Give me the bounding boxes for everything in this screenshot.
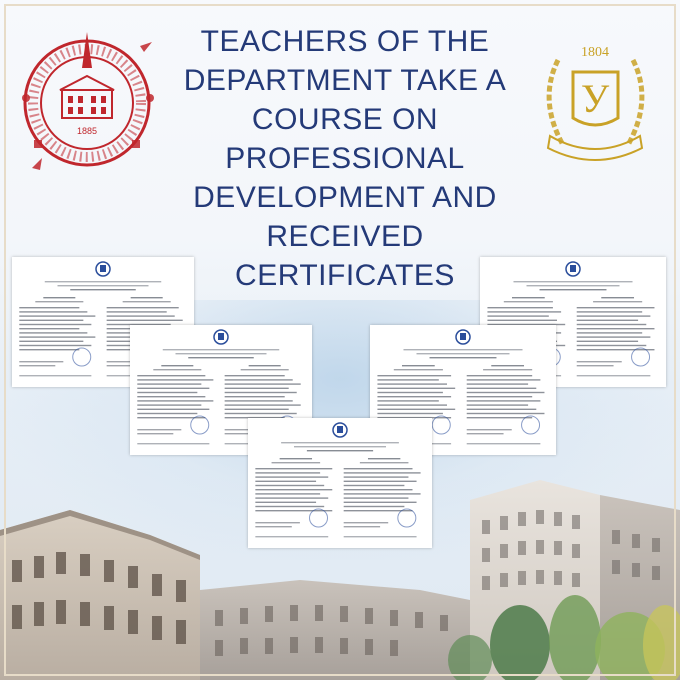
svg-text:1804: 1804	[581, 45, 609, 60]
title-line: DEVELOPMENT AND	[193, 181, 497, 214]
certificate-thumbnail	[248, 418, 432, 548]
certificate-document-picture	[248, 418, 432, 548]
left-institute-seal-logo	[12, 28, 162, 178]
title-line: PROFESSIONAL	[225, 142, 465, 175]
right-university-seal-logo	[528, 40, 663, 170]
svg-text:У: У	[580, 76, 610, 121]
title-line: TEACHERS OF THE	[200, 25, 490, 58]
svg-text:1885: 1885	[76, 126, 98, 136]
title-line: DEPARTMENT TAKE A	[183, 64, 507, 97]
title-line: COURSE ON	[251, 103, 439, 136]
title-line: RECEIVED CERTIFICATES	[235, 220, 455, 292]
poster-title	[160, 22, 530, 295]
